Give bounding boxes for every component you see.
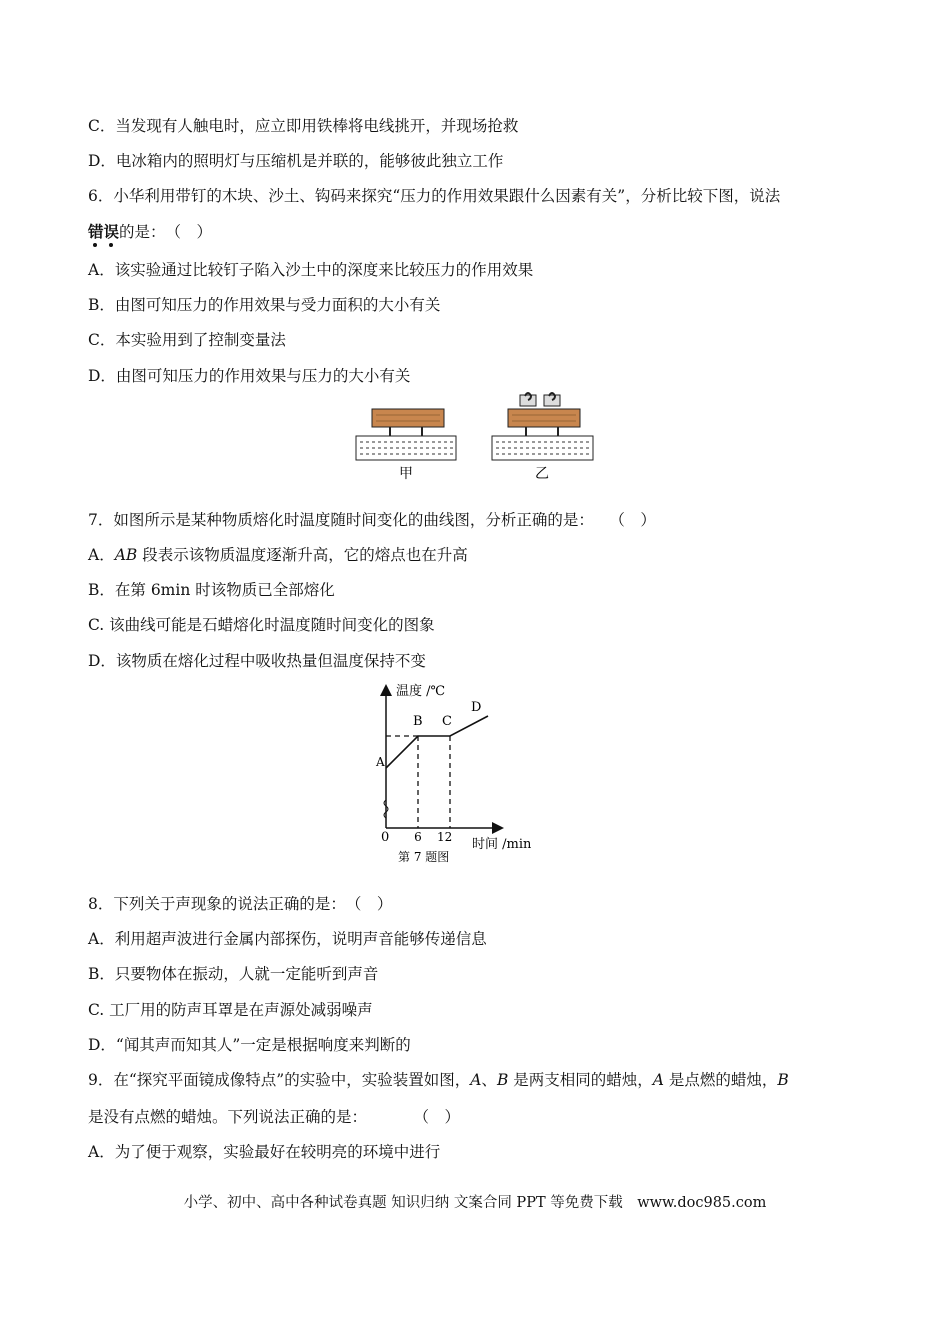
point-d: D (471, 700, 482, 715)
figure-7-caption: 第 7 题图 (398, 850, 450, 864)
option-a-q6: A．该实验通过比较钉子陷入沙土中的深度来比较压力的作用效果 (88, 261, 534, 279)
question-6-stem: 6．小华利用带钉的木块、沙土、钩码来探究“压力的作用效果跟什么因素有关”，分析比较下图，说法 (88, 187, 781, 205)
y-axis-label: 温度 /℃ (396, 684, 446, 699)
option-c-q5: C．当发现有人触电时，应立即用铁棒将电线挑开，并现场抢救 (88, 117, 519, 135)
setup-jia (356, 409, 456, 482)
option-c-q6: C．本实验用到了控制变量法 (88, 331, 286, 349)
x-axis-label: 时间 /min (472, 837, 532, 852)
page-footer: 小学、初中、高中各种试卷真题 知识归纳 文案合同 PPT 等免费下载 www.doc985.com (183, 1195, 767, 1211)
question-9-stem: 9．在“探究平面镜成像特点”的实验中，实验装置如图，A、B 是两支相同的蜡烛，A 是点燃的蜡烛，B (88, 1071, 789, 1089)
option-b-q8: B．只要物体在振动，人就一定能听到声音 (88, 965, 379, 983)
option-d-q6: D．由图可知压力的作用效果与压力的大小有关 (88, 367, 411, 385)
option-d-q5: D．电冰箱内的照明灯与压缩机是并联的，能够彼此独立工作 (88, 152, 504, 170)
q7-melting-graph (370, 680, 545, 870)
option-b-q6: B．由图可知压力的作用效果与受力面积的大小有关 (88, 296, 441, 314)
emphasis-wrong: 错误 (88, 222, 119, 241)
tick-12: 12 (437, 830, 453, 844)
q6-figure (350, 392, 610, 484)
label-jia: 甲 (399, 466, 413, 482)
option-c-q8: C. 工厂用的防声耳罩是在声源处减弱噪声 (88, 1001, 373, 1019)
option-c-q7: C. 该曲线可能是石蜡熔化时温度随时间变化的图象 (88, 616, 435, 634)
origin-label: 0 (381, 830, 390, 845)
option-a-q7: A．AB 段表示该物质温度逐渐升高，它的熔点也在升高 (88, 546, 468, 564)
option-a-q8: A．利用超声波进行金属内部探伤，说明声音能够传递信息 (88, 930, 487, 948)
point-a: A (376, 755, 385, 769)
option-d-q8: D．“闻其声而知其人”一定是根据响度来判断的 (88, 1036, 411, 1054)
temperature-curve (386, 716, 488, 768)
option-a-q9: A．为了便于观察，实验最好在较明亮的环境中进行 (88, 1143, 441, 1161)
question-7-stem: 7．如图所示是某种物质熔化时温度随时间变化的曲线图，分析正确的是： （ ） (88, 511, 656, 529)
option-d-q7: D．该物质在熔化过程中吸收热量但温度保持不变 (88, 652, 426, 670)
question-8-stem: 8．下列关于声现象的说法正确的是： （ ） (88, 895, 393, 913)
point-b: B (413, 714, 423, 729)
tick-6: 6 (414, 830, 422, 844)
label-yi: 乙 (535, 466, 549, 482)
question-6-stem-continued: 错误 的是： （ ） (88, 221, 212, 243)
question-9-stem-continued: 是没有点燃的蜡烛。下列说法正确的是： （ ） (88, 1108, 461, 1126)
point-c: C (442, 714, 452, 729)
setup-yi (492, 393, 593, 482)
option-b-q7: B．在第 6min 时该物质已全部熔化 (88, 581, 335, 599)
